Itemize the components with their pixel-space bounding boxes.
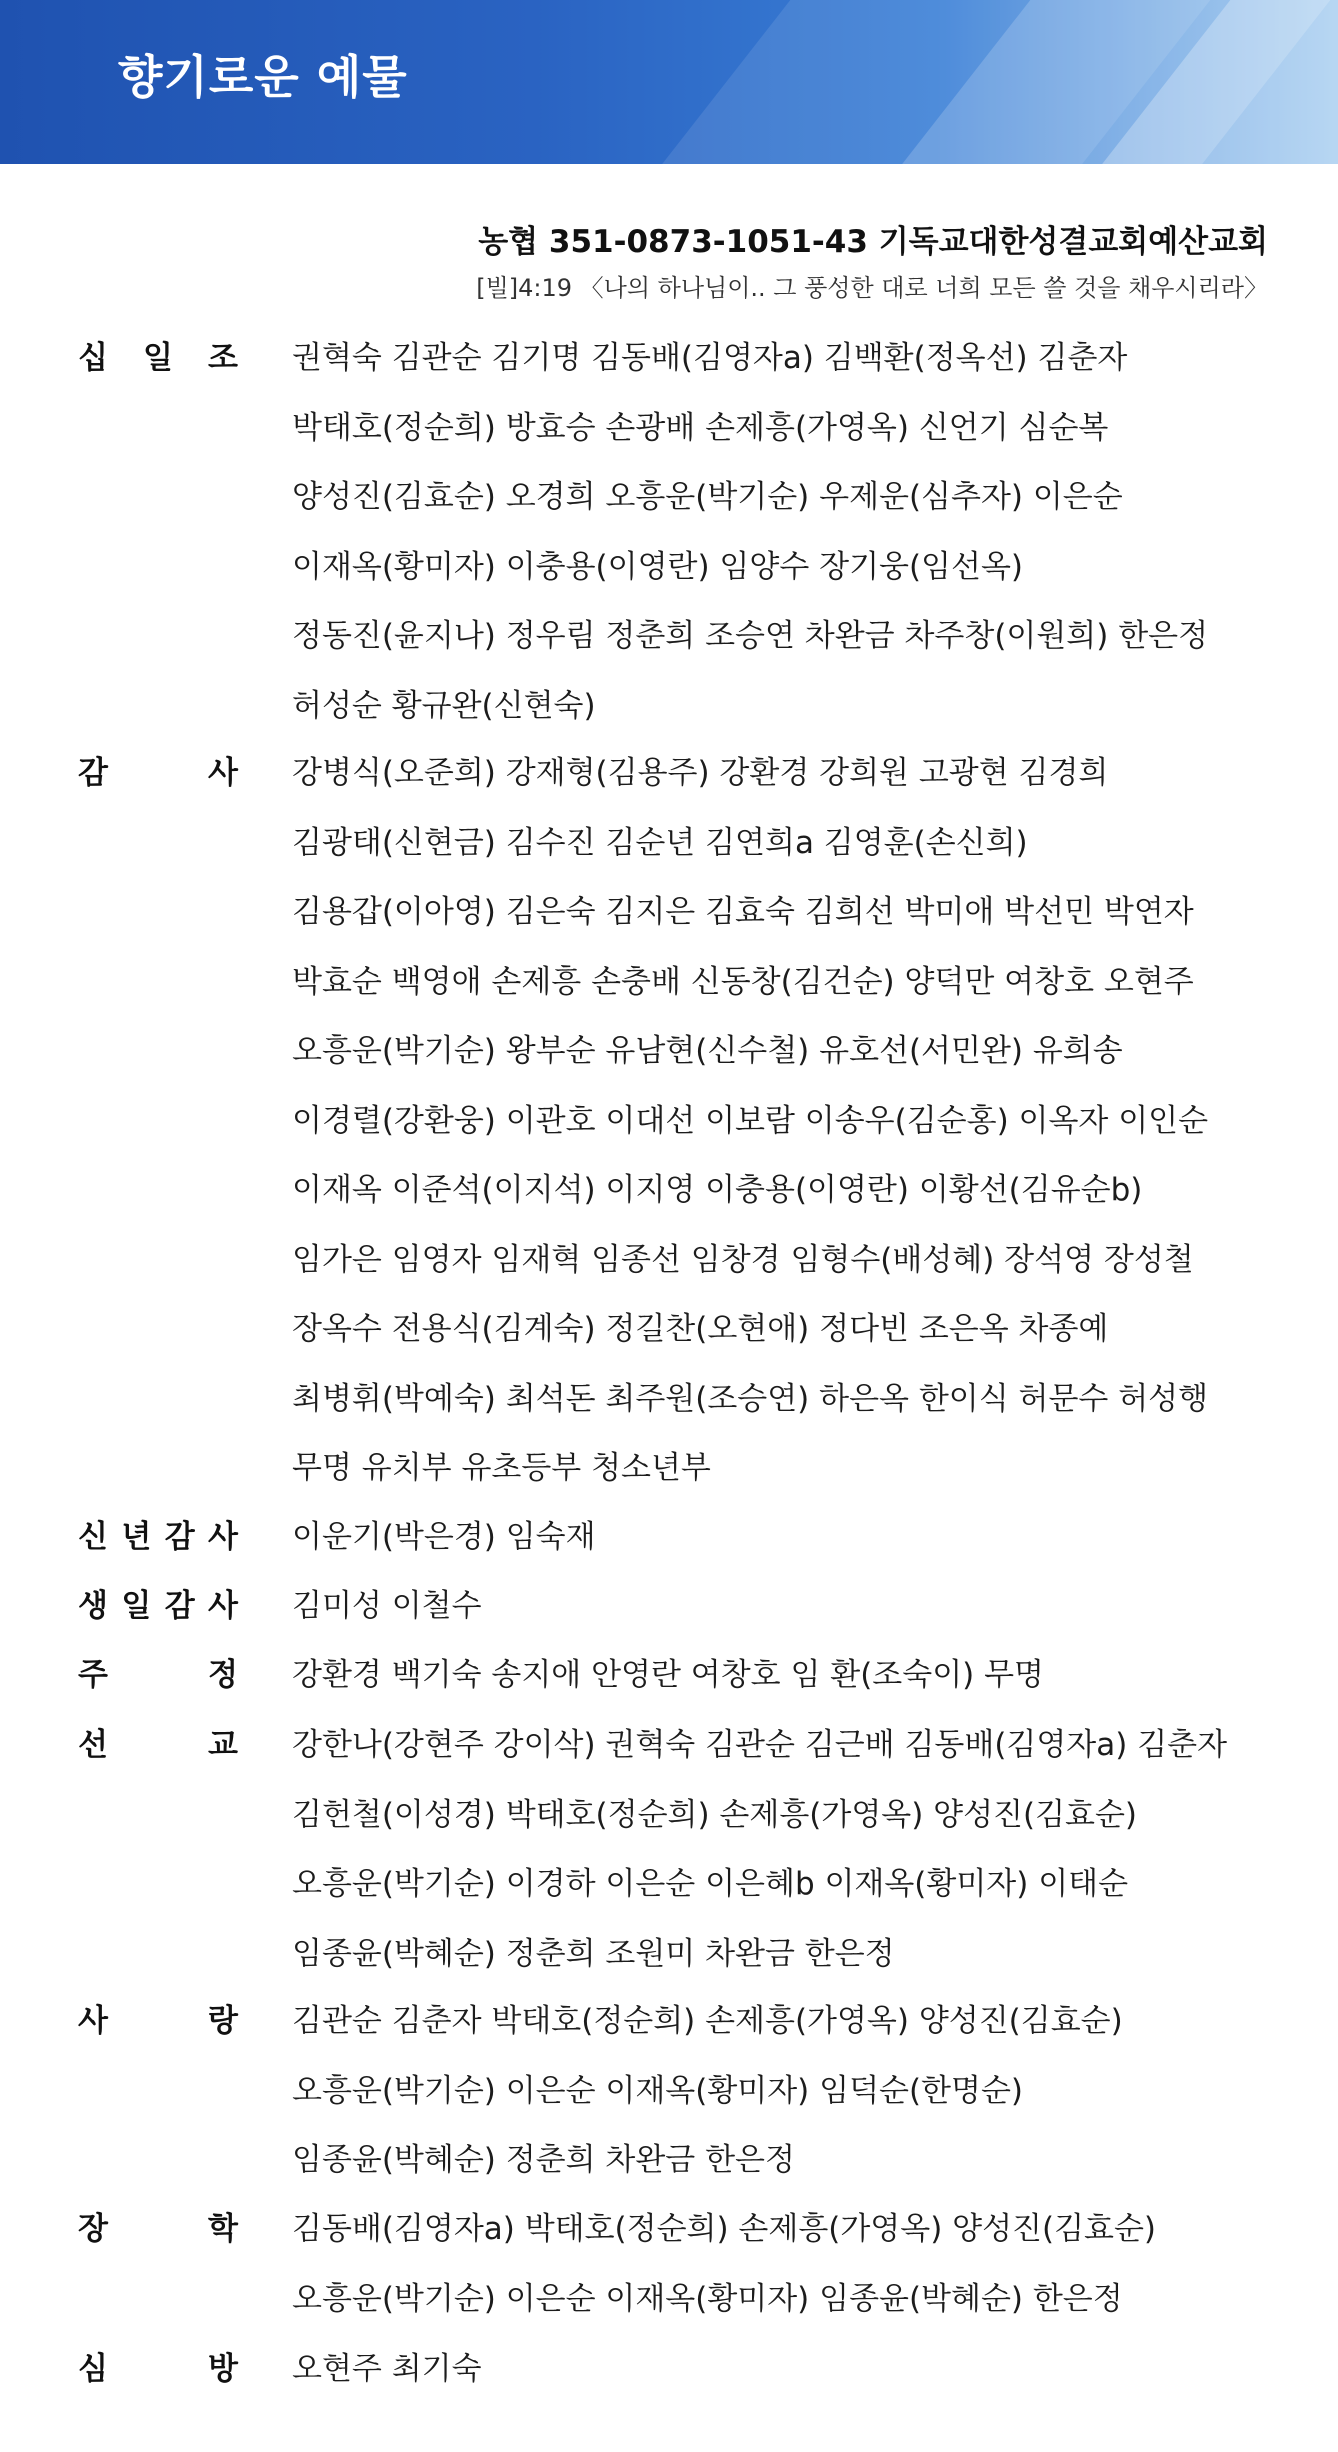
donor-line: 김광태(신현금) 김수진 김순년 김연희a 김영훈(손신희)	[292, 824, 1028, 861]
bank-account-info: 농협 351-0873-1051-43 기독교대한성결교회예산교회	[478, 224, 1268, 260]
donor-line: 김헌철(이성경) 박태호(정순희) 손제흥(가영옥) 양성진(김효순)	[292, 1796, 1138, 1833]
donor-line: 박효순 백영애 손제흥 손충배 신동창(김건순) 양덕만 여창호 오현주	[292, 963, 1194, 1000]
donor-line: 최병휘(박예숙) 최석돈 최주원(조승연) 하은옥 한이식 허문수 허성행	[292, 1380, 1209, 1417]
donor-line: 장옥수 전용식(김계숙) 정길찬(오현애) 정다빈 조은옥 차종예	[292, 1311, 1109, 1347]
offering-category-label: 선 교	[78, 1727, 238, 1763]
donor-line: 이재옥(황미자) 이충용(이영란) 임양수 장기웅(임선옥)	[292, 548, 1023, 585]
donor-names	[292, 743, 1312, 1508]
offering-category-label: 생 일 감 사	[78, 1588, 238, 1624]
donor-line: 이운기(박은경) 임숙재	[292, 1519, 596, 1555]
donor-line: 강병식(오준희) 강재형(김용주) 강환경 강희원 고광현 김경희	[292, 755, 1109, 791]
page-title: 향기로운 예물	[118, 50, 408, 104]
donor-names	[292, 1991, 1312, 2200]
scripture-verse: [빌]4:19 〈나의 하나님이.. 그 풍성한 대로 너희 모든 쓸 것을 채우시리라〉	[476, 274, 1268, 302]
donor-names	[292, 328, 1312, 745]
donor-line: 오흥운(박기순) 이은순 이재옥(황미자) 임종윤(박혜순) 한은정	[292, 2280, 1123, 2317]
donor-names	[292, 2199, 1312, 2338]
donor-line: 오현주 최기숙	[292, 2351, 482, 2387]
offering-category-label: 심 방	[78, 2351, 238, 2387]
offering-category-label: 감 사	[78, 755, 238, 791]
header-banner	[0, 0, 1338, 164]
donor-line: 양성진(김효순) 오경희 오흥운(박기순) 우제운(심추자) 이은순	[292, 479, 1123, 515]
offering-category-label: 십 일 조	[78, 340, 238, 376]
donor-line: 오흥운(박기순) 이경하 이은순 이은혜b 이재옥(황미자) 이태순	[292, 1866, 1129, 1902]
donor-line: 이재옥 이준석(이지석) 이지영 이충용(이영란) 이황선(김유순b)	[292, 1172, 1143, 1208]
offering-category-label: 신 년 감 사	[78, 1519, 238, 1555]
offering-category-label: 장 학	[78, 2211, 238, 2247]
donor-line: 김동배(김영자a) 박태호(정순희) 손제흥(가영옥) 양성진(김효순)	[292, 2211, 1157, 2247]
donor-line: 무명 유치부 유초등부 청소년부	[292, 1450, 711, 1486]
donor-line: 권혁숙 김관순 김기명 김동배(김영자a) 김백환(정옥선) 김춘자	[292, 340, 1128, 376]
donor-line: 정동진(윤지나) 정우림 정춘희 조승연 차완금 차주창(이원희) 한은정	[292, 618, 1209, 654]
donor-line: 임종윤(박혜순) 정춘희 차완금 한은정	[292, 2142, 795, 2178]
donor-line: 김미성 이철수	[292, 1588, 482, 1624]
donor-names	[292, 2339, 1312, 2409]
donor-line: 박태호(정순희) 방효승 손광배 손제흥(가영옥) 신언기 심순복	[292, 409, 1109, 446]
donor-line: 김관순 김춘자 박태호(정순희) 손제흥(가영옥) 양성진(김효순)	[292, 2003, 1123, 2039]
offering-category-label: 주 정	[78, 1657, 238, 1693]
donor-line: 오흥운(박기순) 왕부순 유남현(신수철) 유호선(서민완) 유희송	[292, 1033, 1123, 1069]
donor-line: 허성순 황규완(신현숙)	[292, 687, 596, 724]
donor-line: 강환경 백기숙 송지애 안영란 여창호 임 환(조숙이) 무명	[292, 1657, 1044, 1693]
donor-names	[292, 1715, 1312, 1993]
donor-names	[292, 1507, 1312, 1577]
donor-line: 오흥운(박기순) 이은순 이재옥(황미자) 임덕순(한명순)	[292, 2072, 1023, 2109]
donor-line: 이경렬(강환웅) 이관호 이대선 이보람 이송우(김순홍) 이옥자 이인순	[292, 1102, 1209, 1139]
offering-category-label: 사 랑	[78, 2003, 238, 2039]
donor-line: 김용갑(이아영) 김은숙 김지은 김효숙 김희선 박미애 박선민 박연자	[292, 894, 1194, 930]
donor-line: 임종윤(박혜순) 정춘희 조원미 차완금 한은정	[292, 1935, 895, 1972]
donor-line: 강한나(강현주 강이삭) 권혁숙 김관순 김근배 김동배(김영자a) 김춘자	[292, 1727, 1228, 1763]
donor-line: 임가은 임영자 임재혁 임종선 임창경 임형수(배성혜) 장석영 장성철	[292, 1241, 1194, 1278]
donor-names	[292, 1645, 1312, 1715]
donor-names	[292, 1576, 1312, 1646]
